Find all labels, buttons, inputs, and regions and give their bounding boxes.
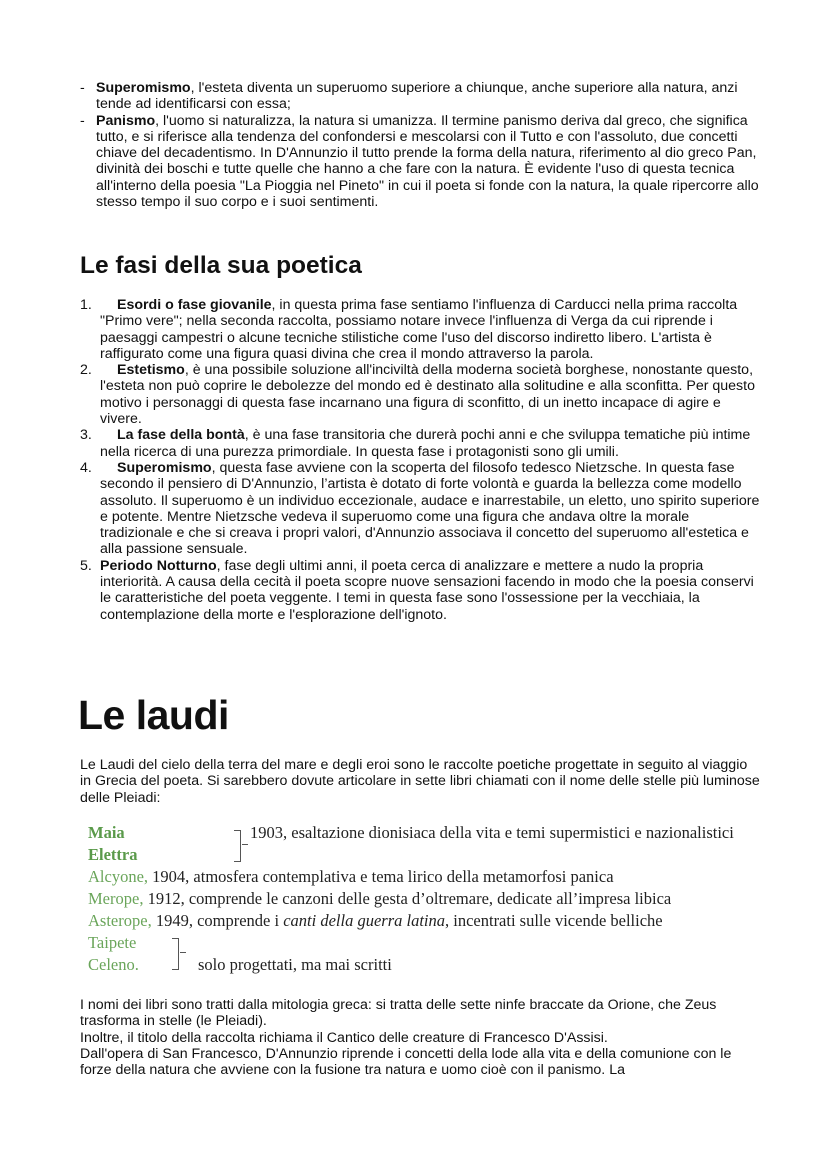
list-item	[80, 460, 760, 558]
item-title: Superomismo	[117, 459, 212, 476]
figure-row	[88, 932, 136, 954]
item-text: , fase degli ultimi anni, il poeta cerca di analizzare e mettere a nudo la propria interiorità. A causa della cecità il poeta scopre nuove sensazioni facendo in modo che la poesia conservi le caratteristiche del poeta veggente. I temi in questa fase sono l'ossessione per la vecchiaia, la contemplazione della morte e l'esplorazione dell'ignoto.	[100, 557, 754, 623]
book-desc: solo progettati, ma mai scritti	[198, 955, 392, 974]
outro-paragraph: Inoltre, il titolo della raccolta richiama il Cantico delle creature di Francesco D'Assisi.	[80, 1029, 608, 1046]
book-name: Maia	[88, 823, 125, 842]
section-heading-fasi: Le fasi della sua poetica	[80, 252, 362, 279]
list-item	[80, 113, 760, 211]
item-text: , l'uomo si naturalizza, la natura si umanizza. Il termine panismo deriva dal greco, che significa tutto, e si riferisce alla tendenza del confondersi e mescolarsi con il Tutto e con l'assoluto, due concetti chiave del decadentismo. In D'Annunzio il tutto prende la forma della natura, riferimento al dio greco Pan, divinità dei boschi e tutte quelle che hanno a che fare con la natura. È evidente l'uso di questa tecnica all'interno della poesia "La Pioggia nel Pineto" in cui il poeta si fonde con la natura, la quale ripercorre allo stesso tempo il suo corpo e i suoi sentimenti.	[96, 112, 759, 211]
book-name: Taipete	[88, 933, 137, 952]
book-desc-italic: canti della guerra latina	[283, 911, 445, 930]
figure-row	[88, 822, 125, 844]
book-desc: 1903, esaltazione dionisiaca della vita e temi supermistici e nazionalistici	[250, 823, 734, 842]
item-title: Periodo Notturno	[100, 557, 217, 574]
list-item	[80, 427, 760, 460]
item-text: , è una possibile soluzione all'inciviltà della moderna società borghese, nonostante questo, l'esteta non può coprire le debolezze del mondo ed è destinato alla solitudine e alla sconfitta. Per questo motivo i personaggi di questa fase incarnano una figura di sconfitto, di un inetto incapace di agire e vivere.	[100, 362, 755, 428]
item-title: Panismo	[96, 112, 156, 129]
bracket-icon	[172, 938, 179, 970]
dash-list	[80, 80, 760, 210]
book-name: Celeno.	[88, 955, 139, 974]
section-heading-laudi: Le laudi	[78, 692, 229, 738]
laudi-outro	[80, 997, 760, 1078]
laudi-intro-paragraph: Le Laudi del cielo della terra del mare e degli eroi sono le raccolte poetiche progettate in seguito al viaggio in Grecia del poeta. Si sarebbero dovute articolare in sette libri chiamati con il nome delle stelle più luminose delle Pleiadi:	[80, 757, 760, 806]
item-text: , è una fase transitoria che durerà pochi anni e che sviluppa tematiche più intime nella ricerca di una purezza primordiale. In questa fase i protagonisti sono gli umili.	[100, 427, 751, 460]
list-item	[80, 558, 760, 623]
bracket-icon	[234, 830, 241, 862]
pleiadi-books-figure	[84, 820, 750, 980]
item-text: , in questa prima fase sentiamo l'influenza di Carducci nella prima raccolta "Primo vere"; nella seconda raccolta, possiamo notare invece l'influenza di Verga da cui riprende i paesaggi campestri o alcune tecniche stilistiche come l'uso del discorso indiretto libero. L'artista è raffigurato come una figura quasi divina che crea il mondo attraverso la parola.	[100, 297, 738, 362]
book-name: Alcyone,	[88, 867, 149, 886]
outro-paragraph: I nomi dei libri sono tratti dalla mitologia greca: si tratta delle sette ninfe braccate da Orione, che Zeus trasforma in stelle (le Pleiadi).	[80, 997, 717, 1030]
bracket-tick	[242, 844, 248, 845]
figure-row	[88, 888, 671, 910]
item-title: Estetismo	[117, 362, 185, 379]
fasi-list	[80, 297, 760, 623]
figure-row	[88, 866, 614, 888]
figure-row-desc	[198, 954, 392, 976]
figure-row	[88, 844, 137, 866]
book-desc: 1912, comprende le canzoni delle gesta d’oltremare, dedicate all’impresa libica	[147, 889, 672, 908]
figure-row	[88, 910, 663, 932]
item-title: Superomismo	[96, 80, 191, 96]
list-marker: 3.	[80, 427, 92, 444]
list-marker: 2.	[80, 362, 92, 379]
book-desc: 1904, atmosfera contemplativa e tema lirico della metamorfosi panica	[152, 867, 614, 886]
item-title: Esordi o fase giovanile	[117, 297, 272, 313]
dash-bullet: -	[80, 112, 85, 129]
book-name: Merope,	[88, 889, 144, 908]
list-marker: 4.	[80, 459, 92, 476]
book-desc: 1949, comprende i	[155, 911, 284, 930]
item-title: La fase della bontà	[117, 427, 245, 444]
dash-bullet: -	[80, 80, 85, 96]
figure-row-desc	[250, 822, 734, 844]
list-marker: 1.	[80, 297, 92, 313]
item-text: , questa fase avviene con la scoperta del filosofo tedesco Nietzsche. In questa fase secondo il pensiero di D'Annunzio, l’artista è dotato di forte volontà e guarda la bellezza come modello assoluto. Il superuomo è un individuo eccezionale, audace e inarrestabile, un eletto, uno spirito superiore e potente. Mentre Nietzsche vedeva il superuomo come una figura che andava oltre la morale tradizionale e che si creava i propri valori, d'Annunzio associava il concetto del superuomo all'estetica e alla passione sensuale.	[100, 459, 760, 558]
bracket-tick	[180, 952, 186, 953]
book-desc: , incentrati sulle vicende belliche	[445, 911, 663, 930]
list-item	[80, 297, 760, 362]
book-name: Asterope,	[88, 911, 152, 930]
list-item	[80, 362, 760, 427]
outro-paragraph: Dall'opera di San Francesco, D'Annunzio riprende i concetti della lode alla vita e della comunione con le forze della natura che avviene con la fusione tra natura e uomo cioè con il panismo. La	[80, 1045, 732, 1079]
item-text: , l'esteta diventa un superuomo superiore a chiunque, anche superiore alla natura, anzi tende ad identificarsi con essa;	[96, 80, 738, 113]
list-marker: 5.	[80, 557, 92, 574]
list-item	[80, 80, 760, 113]
figure-row	[88, 954, 139, 976]
book-name: Elettra	[88, 845, 138, 864]
